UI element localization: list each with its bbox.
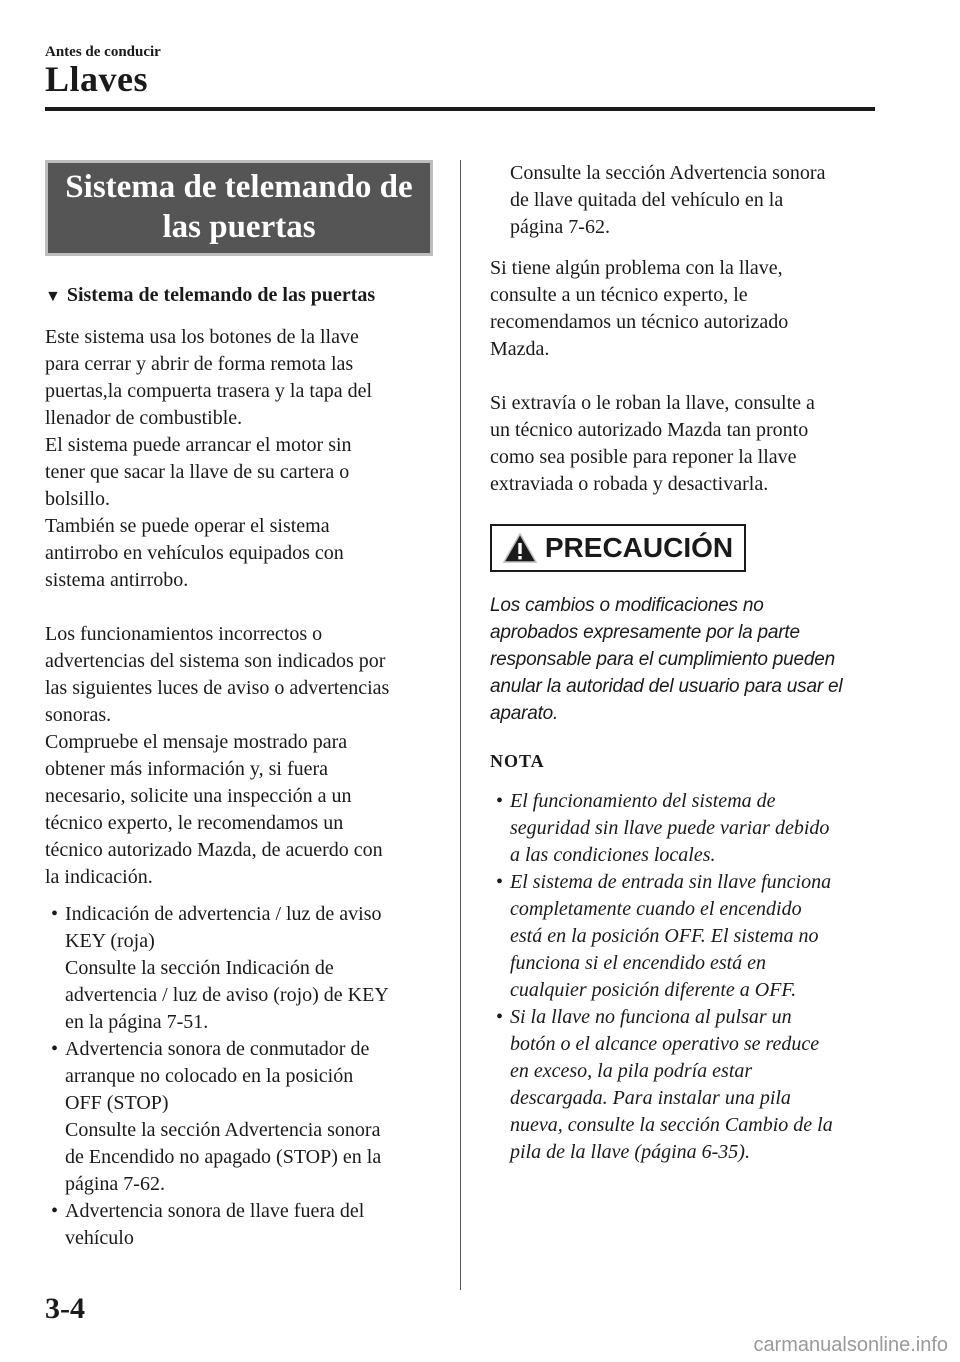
- caution-line: Los cambios o modificaciones no: [490, 595, 764, 616]
- watermark: carmanualsonline.info: [753, 1334, 948, 1356]
- text-line: También se puede operar el sistema: [45, 515, 330, 537]
- subheading-text: Sistema de telemando de las puertas: [66, 284, 376, 306]
- text-line: sonoras.: [45, 704, 112, 726]
- list-item: [45, 901, 435, 1036]
- note-line: El funcionamiento del sistema de: [510, 790, 776, 812]
- list-item-line: página 7-62.: [65, 1173, 165, 1195]
- text-line: El sistema puede arrancar el motor sin: [45, 434, 352, 456]
- note-line: completamente cuando el encendido: [510, 898, 802, 920]
- left-column: [45, 160, 435, 1252]
- text-line: bolsillo.: [45, 488, 111, 510]
- note-line: cualquier posición diferente a OFF.: [510, 979, 797, 1001]
- text-line: extraviada o robada y desactivarla.: [490, 473, 769, 495]
- warning-triangle-icon: [503, 533, 537, 563]
- bullet-icon: •: [51, 903, 59, 925]
- note-label: NOTA: [490, 751, 545, 771]
- bullet-icon: •: [51, 1038, 59, 1060]
- note-line: El sistema de entrada sin llave funciona: [510, 871, 832, 893]
- note-line: en exceso, la pila podría estar: [510, 1060, 753, 1082]
- bullet-icon: •: [496, 871, 504, 893]
- breadcrumb: Antes de conducir: [45, 44, 161, 60]
- text-line: Compruebe el mensaje mostrado para: [45, 731, 348, 753]
- list-item-line: Consulte la sección Advertencia sonora: [65, 1119, 381, 1141]
- list-item-line: vehículo: [65, 1227, 134, 1249]
- text-line: para cerrar y abrir de forma remota las: [45, 353, 354, 375]
- list-item-line: de Encendido no apagado (STOP) en la: [65, 1146, 382, 1168]
- text-line: advertencias del sistema son indicados por: [45, 650, 386, 672]
- continued-reference: [490, 160, 880, 241]
- text-line: Este sistema usa los botones de la llave: [45, 326, 359, 348]
- text-line: las siguientes luces de aviso o advertencias: [45, 677, 390, 699]
- list-item-line: advertencia / luz de aviso (rojo) de KEY: [65, 984, 389, 1006]
- column-divider: [460, 160, 461, 1290]
- note-line: funciona si el encendido está en: [510, 952, 767, 974]
- paragraph-2: [45, 621, 435, 891]
- text-line: Los funcionamientos incorrectos o: [45, 623, 323, 645]
- list-item-line: Advertencia sonora de llave fuera del: [65, 1200, 365, 1222]
- text-line: un técnico autorizado Mazda tan pronto: [490, 419, 809, 441]
- page-number: 3-4: [45, 1292, 85, 1325]
- text-line: Consulte la sección Advertencia sonora: [510, 162, 826, 184]
- note-line: a las condiciones locales.: [510, 844, 716, 866]
- caution-label: PRECAUCIÓN: [544, 532, 734, 563]
- right-column: [490, 160, 880, 1166]
- triangle-down-icon: ▼: [45, 288, 61, 305]
- note-line: Si la llave no funciona al pulsar un: [510, 1006, 792, 1028]
- text-line: técnico experto, le recomendamos un: [45, 812, 344, 834]
- list-item-line: Indicación de advertencia / luz de aviso: [65, 903, 382, 925]
- title-rule: [45, 107, 875, 111]
- paragraph-4: [490, 390, 880, 498]
- caution-text: [490, 592, 880, 727]
- list-item-line: KEY (roja): [65, 930, 155, 952]
- text-line: de llave quitada del vehículo en la: [510, 189, 784, 211]
- list-item-line: Consulte la sección Indicación de: [65, 957, 334, 979]
- text-line: Si tiene algún problema con la llave,: [490, 257, 783, 279]
- note-line: botón o el alcance operativo se reduce: [510, 1033, 820, 1055]
- paragraph-3: [490, 255, 880, 363]
- list-item: [45, 1198, 435, 1252]
- note-line: nueva, consulte la sección Cambio de la: [510, 1114, 833, 1136]
- page-title: Llaves: [45, 59, 149, 99]
- note-line: descargada. Para instalar una pila: [510, 1087, 791, 1109]
- text-line: técnico autorizado Mazda, de acuerdo con: [45, 839, 383, 861]
- caution-line: aparato.: [490, 703, 559, 724]
- list-item-line: en la página 7-51.: [65, 1011, 209, 1033]
- text-line: la indicación.: [45, 866, 153, 888]
- text-line: consulte a un técnico experto, le: [490, 284, 748, 306]
- text-line: página 7-62.: [510, 216, 610, 238]
- text-line: necesario, solicite una inspección a un: [45, 785, 352, 807]
- subheading: [45, 282, 435, 310]
- text-line: antirrobo en vehículos equipados con: [45, 542, 344, 564]
- warning-list: [45, 901, 435, 1252]
- text-line: Mazda.: [490, 338, 550, 360]
- paragraph-1: [45, 324, 435, 594]
- text-line: como sea posible para reponer la llave: [490, 446, 797, 468]
- note-list: [490, 788, 880, 1166]
- text-line: llenador de combustible.: [45, 407, 243, 429]
- bullet-icon: •: [496, 790, 504, 812]
- text-line: obtener más información y, si fuera: [45, 758, 329, 780]
- list-item-line: arranque no colocado en la posición: [65, 1065, 354, 1087]
- section-title-box: Sistema de telemando de las puertas: [45, 160, 433, 256]
- note-item: [490, 788, 880, 869]
- text-line: Si extravía o le roban la llave, consulte a: [490, 392, 815, 414]
- caution-box: [490, 524, 746, 572]
- list-item: [45, 1036, 435, 1198]
- list-item-line: Advertencia sonora de conmutador de: [65, 1038, 370, 1060]
- bullet-icon: •: [51, 1200, 59, 1222]
- text-line: tener que sacar la llave de su cartera o: [45, 461, 350, 483]
- note-item: [490, 1004, 880, 1166]
- text-line: recomendamos un técnico autorizado: [490, 311, 789, 333]
- note-line: seguridad sin llave puede variar debido: [510, 817, 830, 839]
- note-line: está en la posición OFF. El sistema no: [510, 925, 819, 947]
- note-line: pila de la llave (página 6-35).: [510, 1141, 750, 1163]
- list-item-line: OFF (STOP): [65, 1092, 169, 1114]
- bullet-icon: •: [496, 1006, 504, 1028]
- text-line: sistema antirrobo.: [45, 569, 189, 591]
- caution-line: anular la autoridad del usuario para usar el: [490, 676, 843, 697]
- caution-line: responsable para el cumplimiento pueden: [490, 649, 835, 670]
- text-line: puertas,la compuerta trasera y la tapa del: [45, 380, 373, 402]
- caution-line: aprobados expresamente por la parte: [490, 622, 800, 643]
- note-item: [490, 869, 880, 1004]
